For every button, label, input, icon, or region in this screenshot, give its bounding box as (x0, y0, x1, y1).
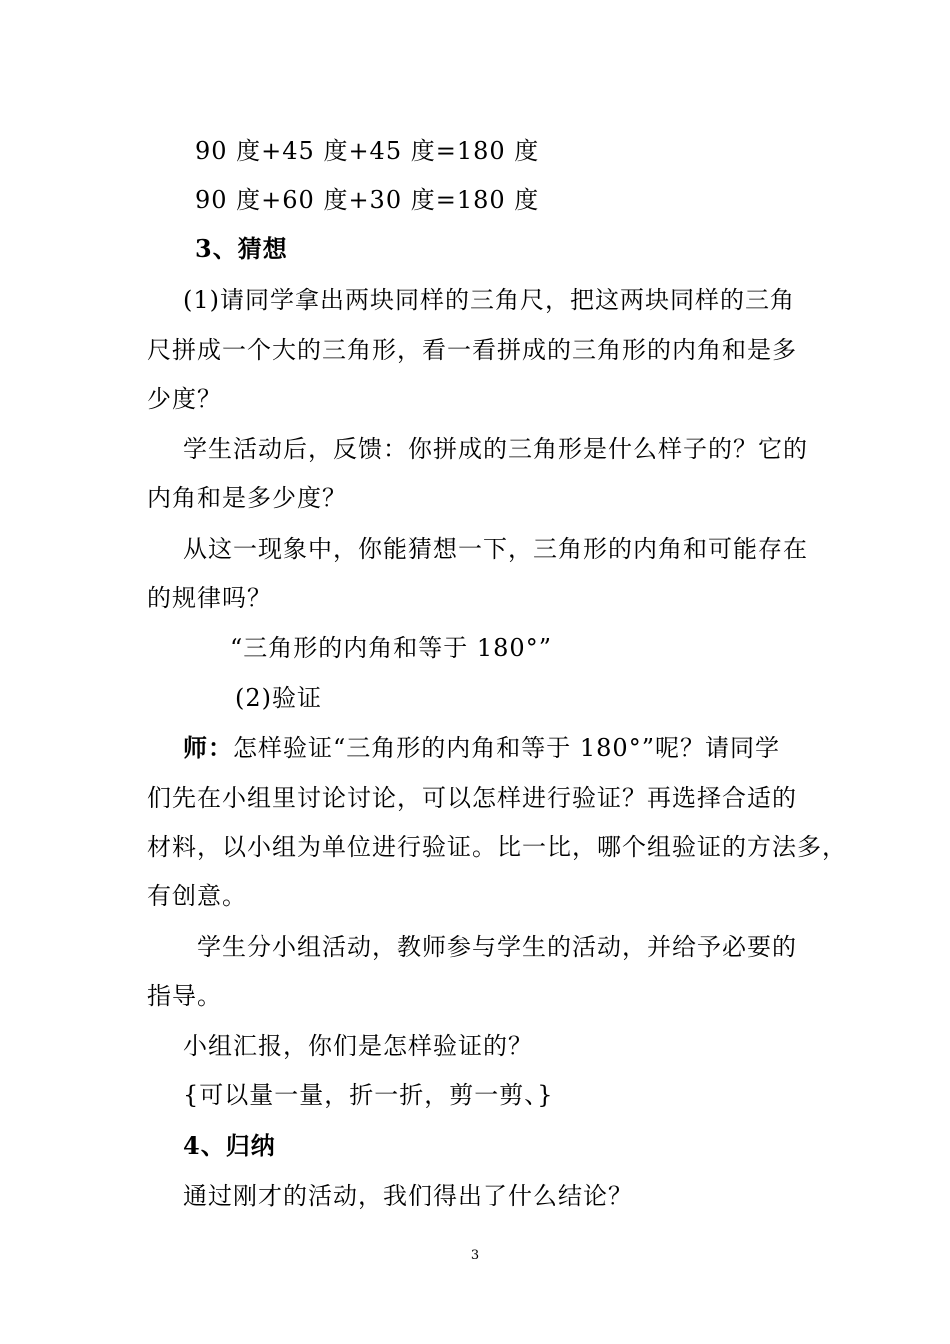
paragraph-line: 们先在小组里讨论讨论，可以怎样进行验证？再选择合适的 (147, 784, 797, 812)
paragraph-line: 的规律吗？ (147, 584, 272, 612)
paragraph-line: (1)请同学拿出两块同样的三角尺，把这两块同样的三角 (183, 286, 795, 314)
teacher-label: 师： (183, 733, 233, 762)
section-heading-summary: 4、归纳 (183, 1131, 276, 1160)
paragraph-line: 少度？ (147, 385, 222, 413)
paragraph-line: 有创意。 (147, 882, 247, 910)
equation-line-1: 90 度+45 度+45 度=180 度 (195, 137, 540, 165)
paragraph-line: 指导。 (147, 982, 222, 1010)
equation-line-2: 90 度+60 度+30 度=180 度 (195, 186, 540, 214)
paragraph-line: 小组汇报，你们是怎样验证的？ (183, 1032, 533, 1060)
paragraph-line: 通过刚才的活动，我们得出了什么结论？ (183, 1182, 633, 1210)
teacher-paragraph (183, 733, 780, 763)
page-number: 3 (470, 1248, 480, 1263)
paragraph-line: 学生活动后，反馈：你拼成的三角形是什么样子的？它的 (183, 435, 808, 463)
subsection-verify: (2)验证 (235, 684, 322, 712)
teacher-question: 怎样验证“三角形的内角和等于 180°”呢？请同学 (233, 734, 780, 762)
paragraph-line: 内角和是多少度？ (147, 484, 347, 512)
paragraph-line: 材料，以小组为单位进行验证。比一比，哪个组验证的方法多， (147, 833, 847, 861)
paragraph-line: 尺拼成一个大的三角形，看一看拼成的三角形的内角和是多 (147, 336, 797, 364)
paragraph-line: {可以量一量，折一折，剪一剪、} (183, 1081, 554, 1109)
conjecture-quote: “三角形的内角和等于 180°” (230, 634, 552, 662)
paragraph-line: 从这一现象中，你能猜想一下，三角形的内角和可能存在 (183, 535, 808, 563)
paragraph-line: 学生分小组活动，教师参与学生的活动，并给予必要的 (197, 933, 797, 961)
section-heading-guess: 3、猜想 (195, 234, 288, 263)
